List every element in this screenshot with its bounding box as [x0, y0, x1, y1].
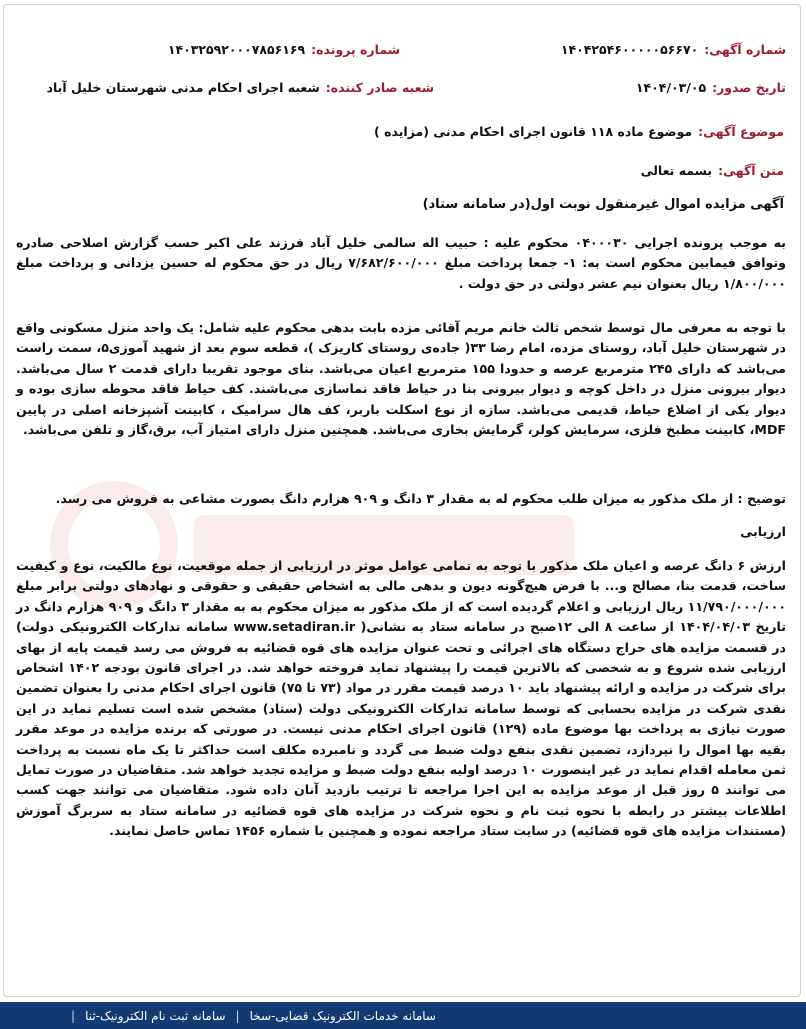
issuer-field — [47, 80, 434, 95]
footer-link-sana[interactable]: سامانه ثبت نام الکترونیک-ثنا — [85, 1008, 226, 1023]
paragraph-appraisal: ارزش ۶ دانگ عرصه و اعیان ملک مذکور با توجه به تمامی عوامل موثر در ارزیابی از جمله موقعیت، نوع مالکیت، نوع و کیفیت ساخت، قدمت بنا، مصالح و... با فرض هیچ‌گونه دیون و بدهی مالی به اشخاص حقیقی و حقوقی و نهادهای دولتی برابر مبلغ ۱۱/۷۹۰/۰۰۰/۰۰۰ ریال ارزیابی و اعلام گردیده است که از ملک مذکور به میزان محکوم به به مقدار ۳ دانگ و ۹۰۹ هزارم دانگ در تاریخ ۱۴۰۴/۰۴/۰۳ از ساعت ۸ الی ۱۲صبح در سامانه ستاد به نشانی( www.setadiran.ir سامانه تدارکات الکترونیکی دولت) در قسمت مزایده های حراج دستگاه های اجرائی و تحت عنوان مزایده های قوه قضائیه به فروش می رسد قیمت پایه از بهای ارزیابی شده شروع و به شخصی که بالاترین قیمت را پیشنهاد نماید فروخته خواهد شد. در اجرای قانون بودجه ۱۴۰۲ اشخاص برای شرکت در مزایده و ارائه پیشنهاد باید ۱۰ درصد قیمت مقرر در مواد (۷۳ تا ۷۵) قانون اجرای احکام مدنی را بعنوان تضمین نقدی شرکت در مزایده بحسابی که توسط سامانه تدارکات الکترونیکی دولت (ستاد) مشخص شده است تسلیم نماید در این صورت نیازی به پرداخت بها موضوع ماده (۱۲۹) قانون اجرای احکام مدنی نیست. در صورتی که برنده مزایده در موعد مقرر بقیه بها اموال را نپردازد، تضمین نقدی بنفع دولت ضبط می گردد و نامبرده مکلف است حداکثر تا یک ماه نسبت به پرداخت ثمن معامله اقدام نماید در غیر اینصورت ۱۰ درصد اولیه بنفع دولت ضبط و مزایده تجدید خواهد شد. متقاضیان در صورت تمایل می توانند ۵ روز قبل از موعد مزایده به این اجرا مراجعه تا ترتیب بازدید آنان داده شود. متقاضیان می توانند جهت کسب اطلاعات بیشتر در رابطه با نحوه ثبت نام و نحوه شرکت در مزایده های قوه قضائیه در سامانه ستاد به سربرگ آموزش (مستندات مزایده های قوه قضائیه) در سایت ستاد مراجعه نموده و همچنین با شماره ۱۴۵۶ تماس حاصل نمایند. — [16, 558, 787, 839]
issue-date-field — [434, 80, 786, 95]
body-label-line — [20, 163, 784, 178]
subject-label: موضوع آگهی: — [698, 124, 784, 139]
ad-number-value: ۱۴۰۴۲۵۴۶۰۰۰۰۰۵۶۶۷۰ — [560, 41, 699, 57]
issuer-value: شعبه اجرای احکام مدنی شهرستان خلیل آباد — [46, 79, 320, 95]
issue-date-value: ۱۴۰۴/۰۳/۰۵ — [635, 79, 707, 95]
body-opening: بسمه تعالی — [640, 163, 713, 178]
body-label: متن آگهی: — [718, 163, 784, 178]
case-number-label: شماره پرونده: — [311, 41, 400, 57]
issue-date-label: تاریخ صدور: — [712, 79, 786, 95]
ad-number-label: شماره آگهی: — [704, 41, 786, 57]
notice-frame — [3, 4, 801, 997]
footer-separator: | — [235, 1008, 240, 1023]
ad-number-field — [400, 42, 786, 57]
footer-separator-end: | — [71, 1008, 76, 1023]
ad-title: آگهی مزایده اموال غیرمنقول نوبت اول(در سامانه ستاد) — [422, 197, 784, 212]
paragraph-property: با توجه به معرفی مال توسط شخص ثالث خانم مریم آقائی مزده بابت بدهی محکوم علیه شامل: یک واحد منزل مسکونی واقع در شهرستان خلیل آباد، روستای مزده، امام رضا ۳۳( جاده‌ی روستای کاریزک )، قطعه سوم بعد از شهید آموزی۵، سمت راست می‌باشد که دارای ۲۴۵ مترمربع عرصه و حدودا ۱۵۵ مترمربع اعیان می‌باشد. بنای موجود تقریبا دارای قدمت ۲ سال می‌باشد. دیوار بیرونی منزل در داخل کوچه و دیوار بیرونی بنا در حیاط فاقد نماسازی می‌باشند. کف حیاط فاقد محوطه سازی بوده و دیوار یکی از اضلاع حیاط، قدیمی می‌باشد. سازه از نوع اسکلت باربر، کف هال سرامیک ، کابینت آشپزخانه اصلی در پایین MDF، کابینت مطبخ فلزی، سرمایش کولر، گرمایش بخاری می‌باشد. همچنین منزل دارای امتیاز آب، برق،گاز و تلفن می‌باشد. — [16, 320, 786, 438]
section-heading-appraisal: ارزیابی — [740, 524, 786, 539]
paragraph-case: به موجب پرونده اجرایی ۰۴۰۰۰۳۰ محکوم علیه : حبیب اله سالمی خلیل آباد فرزند علی اکبر حسب گزارش اصلاحی صادره وتوافق فیمابین محکوم است به: ۱- جمعا پرداخت مبلغ ۷/۶۸۲/۶۰۰/۰۰۰ ریال در حق محکوم له حسین یزدانی و پرداخت مبلغ ۱/۸۰۰/۰۰۰ ریال بعنوان نیم عشر دولتی در حق دولت . — [16, 235, 787, 291]
paragraph-note: توضیح : از ملک مذکور به میزان طلب محکوم له به مقدار ۳ دانگ و ۹۰۹ هزارم دانگ بصورت مشاعی به فروش می رسد. — [55, 491, 786, 506]
footer-bar — [0, 1002, 806, 1029]
issuer-label: شعبه صادر کننده: — [325, 79, 434, 95]
case-number-field — [168, 42, 400, 57]
footer-link-sakha[interactable]: سامانه خدمات الکترونیک قضایی-سخا — [249, 1008, 436, 1023]
case-number-value: ۱۴۰۳۲۵۹۲۰۰۰۷۸۵۶۱۶۹ — [167, 41, 306, 57]
subject-line — [20, 124, 784, 139]
header-row-1 — [18, 37, 786, 61]
subject-value: موضوع ماده ۱۱۸ قانون اجرای احکام مدنی (مزایده ) — [374, 124, 693, 139]
header-row-2 — [18, 75, 786, 99]
